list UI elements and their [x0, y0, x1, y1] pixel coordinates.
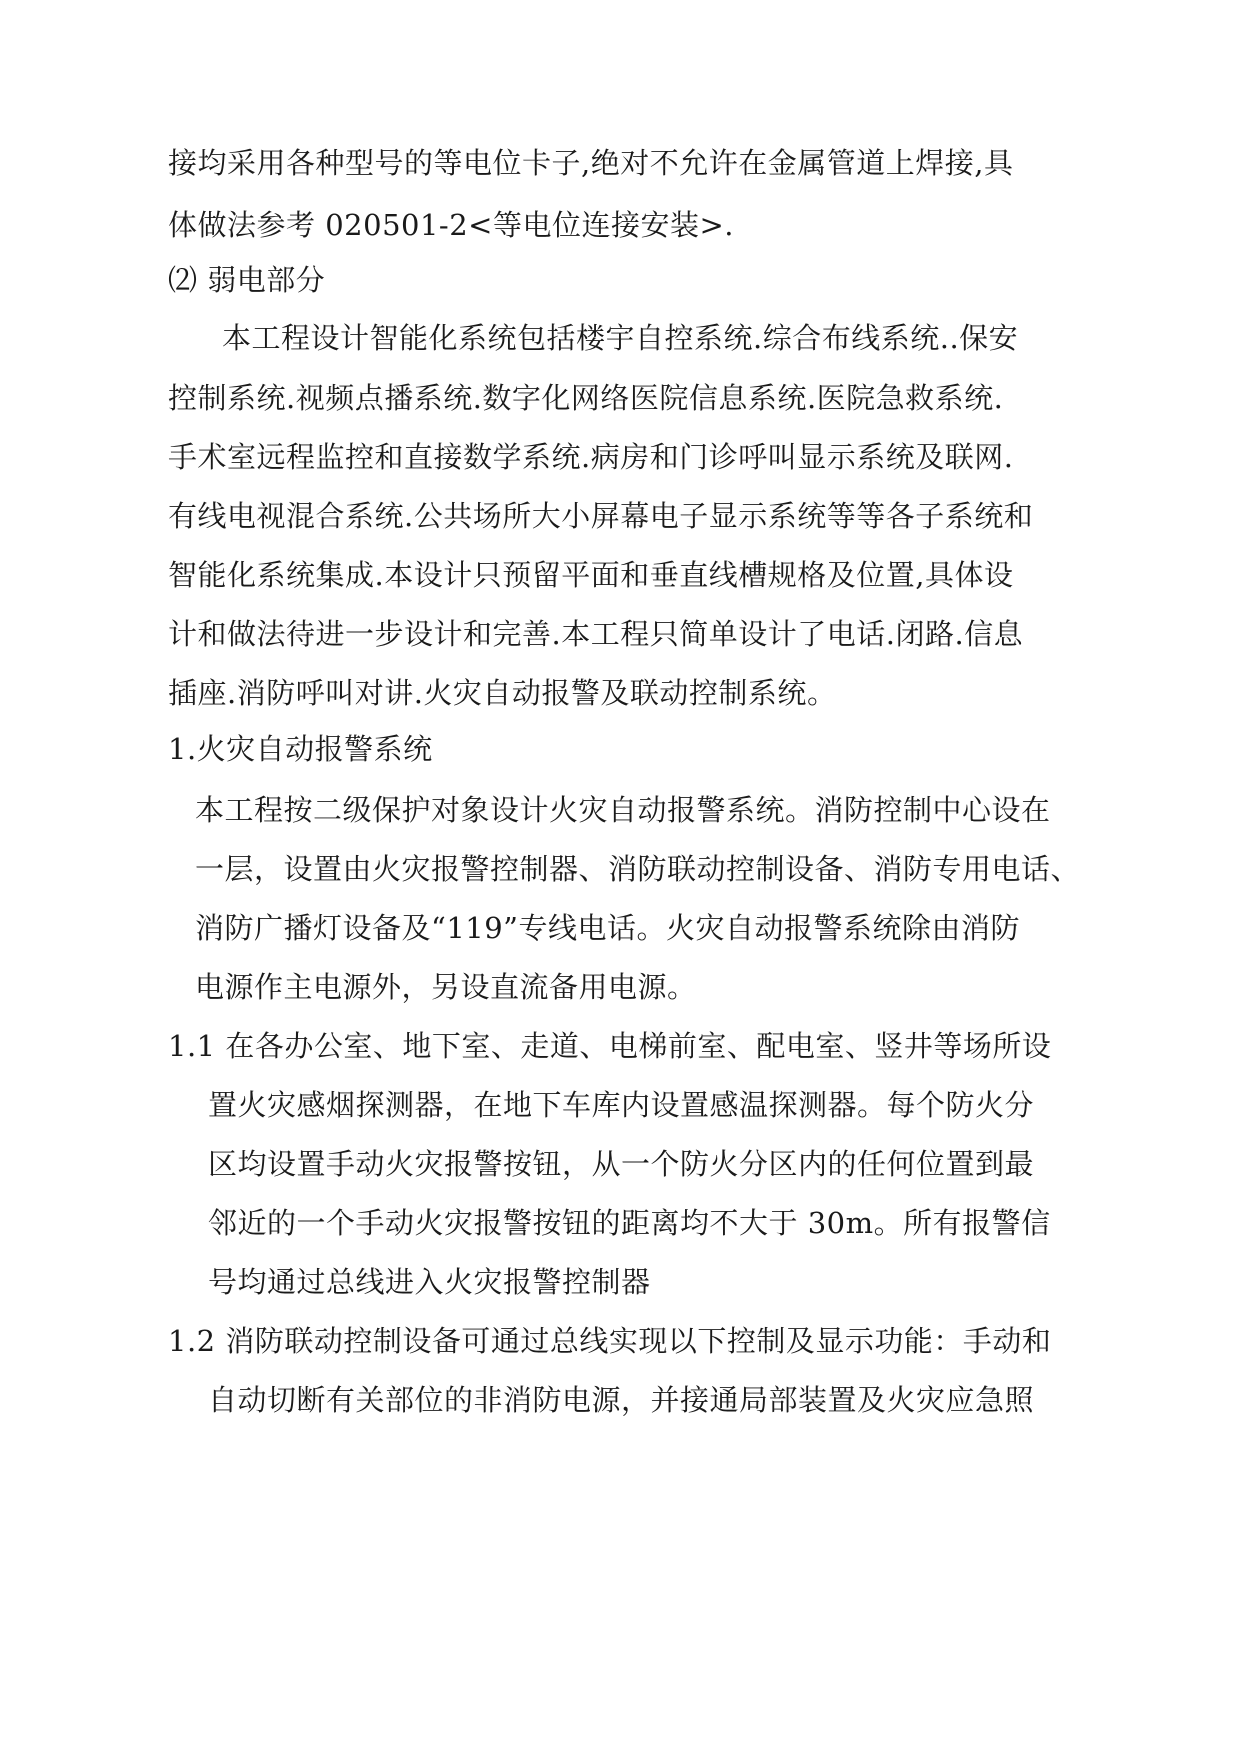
text-line: 一层，设置由火灾报警控制器、消防联动控制设备、消防专用电话、	[195, 852, 1081, 886]
section-heading: 1.火灾自动报警系统	[168, 732, 433, 766]
text-line: 计和做法待进一步设计和完善.本工程只简单设计了电话.闭路.信息	[168, 617, 1024, 651]
text-line: 置火灾感烟探测器，在地下车库内设置感温探测器。每个防火分	[208, 1088, 1035, 1122]
text-line: 智能化系统集成.本设计只预留平面和垂直线槽规格及位置,具体设	[168, 558, 1014, 592]
text-line: 插座.消防呼叫对讲.火灾自动报警及联动控制系统。	[168, 676, 837, 710]
list-item: 1.1 在各办公室、地下室、走道、电梯前室、配电室、竖井等场所设	[168, 1029, 1052, 1063]
text-line: 控制系统.视频点播系统.数字化网络医院信息系统.医院急救系统.	[168, 381, 1004, 415]
text-line: 本工程设计智能化系统包括楼宇自控系统.综合布线系统..保安	[222, 321, 1019, 355]
text-line: 邻近的一个手动火灾报警按钮的距离均不大于 30m。所有报警信	[208, 1206, 1051, 1240]
text-line: 号均通过总线进入火灾报警控制器	[208, 1265, 651, 1299]
text-line: 自动切断有关部位的非消防电源，并接通局部装置及火灾应急照	[208, 1383, 1035, 1417]
section-heading: ⑵ 弱电部分	[168, 263, 326, 297]
text-line: 电源作主电源外，另设直流备用电源。	[195, 970, 697, 1004]
text-line: 接均采用各种型号的等电位卡子,绝对不允许在金属管道上焊接,具	[168, 146, 1014, 180]
list-item: 1.2 消防联动控制设备可通过总线实现以下控制及显示功能：手动和	[168, 1324, 1052, 1358]
text-line: 有线电视混合系统.公共场所大小屏幕电子显示系统等等各子系统和	[168, 499, 1034, 533]
text-line: 本工程按二级保护对象设计火灾自动报警系统。消防控制中心设在	[195, 793, 1051, 827]
text-line: 体做法参考 020501-2<等电位连接安装>.	[168, 208, 734, 242]
text-line: 消防广播灯设备及“119”专线电话。火灾自动报警系统除由消防	[195, 911, 1021, 945]
text-line: 手术室远程监控和直接数学系统.病房和门诊呼叫显示系统及联网.	[168, 440, 1014, 474]
text-line: 区均设置手动火灾报警按钮，从一个防火分区内的任何位置到最	[208, 1147, 1035, 1181]
